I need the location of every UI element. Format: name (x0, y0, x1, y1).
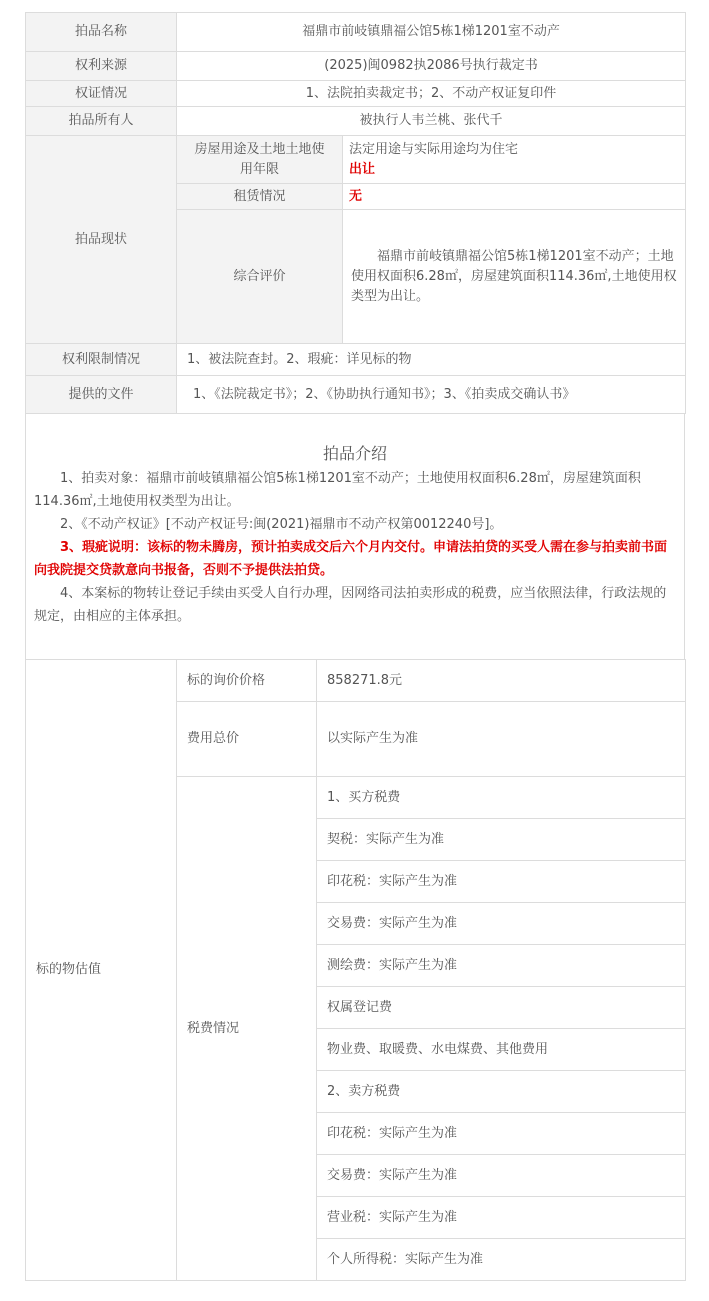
tax-item: 契税：实际产生为准 (317, 819, 686, 861)
intro-title: 拍品介绍 (322, 444, 387, 463)
total-fee-label: 费用总价 (177, 702, 317, 777)
tax-item: 印花税：实际产生为准 (317, 1113, 686, 1155)
usage-value: 法定用途与实际用途均为住宅 (349, 141, 519, 157)
usage-value-transfer: 出让 (349, 161, 376, 177)
intro-paragraph-4: 4、本案标的物转让登记手续由买受人自行办理，因网络司法拍卖形成的税费，应当依照法律，行政法规的规定，由相应的主体承担。 (34, 586, 667, 624)
status-label: 拍品现状 (26, 136, 177, 344)
total-fee-value: 以实际产生为准 (317, 702, 686, 777)
intro-paragraph-3-defect: 3、瑕疵说明：该标的物未腾房，预计拍卖成交后六个月内交付。申请法拍贷的买受人需在参与拍卖前书面向我院提交贷款意向书报备，否则不予提供法拍贷。 (34, 540, 668, 578)
documents-value: 1、《法院裁定书》；2、《协助执行通知书》；3、《拍卖成交确认书》 (177, 376, 686, 414)
tax-item: 物业费、取暖费、水电煤费、其他费用 (317, 1029, 686, 1071)
price-label: 标的询价价格 (177, 660, 317, 702)
documents-label: 提供的文件 (26, 376, 177, 414)
intro-paragraph-1: 1、拍卖对象：福鼎市前岐镇鼎福公馆5栋1梯1201室不动产；土地使用权面积6.28㎡，房屋建筑面积114.36㎡,土地使用权类型为出让。 (34, 471, 641, 509)
tax-item: 营业税：实际产生为准 (317, 1197, 686, 1239)
tax-item: 1、买方税费 (317, 777, 686, 819)
item-name-label: 拍品名称 (26, 13, 177, 52)
tax-item: 个人所得税：实际产生为准 (317, 1239, 686, 1281)
usage-label-line2: 用年限 (239, 161, 279, 177)
tax-item: 权属登记费 (317, 987, 686, 1029)
lease-value: 无 (343, 184, 686, 210)
valuation-table (25, 659, 686, 1281)
owner-value: 被执行人韦兰桃、张代千 (177, 107, 686, 136)
usage-label-line1: 房屋用途及土地土地使 (194, 141, 325, 157)
valuation-label: 标的物估值 (26, 660, 177, 1281)
intro-paragraph-2: 2、《不动产权证》[不动产权证号:闽(2021)福鼎市不动产权第0012240号]。 (60, 517, 503, 532)
tax-label: 税费情况 (177, 777, 317, 1281)
usage-value-cell (343, 136, 686, 184)
item-info-table (25, 12, 686, 414)
evaluation-label: 综合评价 (177, 210, 343, 344)
item-name-value: 福鼎市前岐镇鼎福公馆5栋1梯1201室不动产 (177, 13, 686, 52)
restriction-value: 1、被法院查封。2、瑕疵：详见标的物 (177, 344, 686, 376)
rights-source-label: 权利来源 (26, 52, 177, 81)
usage-label (177, 136, 343, 184)
restriction-label: 权利限制情况 (26, 344, 177, 376)
rights-source-value: (2025)闽0982执2086号执行裁定书 (177, 52, 686, 81)
lease-label: 租赁情况 (177, 184, 343, 210)
tax-item: 测绘费：实际产生为准 (317, 945, 686, 987)
auction-detail (25, 12, 685, 1281)
owner-label: 拍品所有人 (26, 107, 177, 136)
price-value: 858271.8元 (317, 660, 686, 702)
item-introduction (25, 414, 685, 659)
tax-item: 交易费：实际产生为准 (317, 1155, 686, 1197)
tax-item: 2、卖方税费 (317, 1071, 686, 1113)
certificate-value: 1、法院拍卖裁定书；2、不动产权证复印件 (177, 81, 686, 107)
tax-item: 交易费：实际产生为准 (317, 903, 686, 945)
certificate-label: 权证情况 (26, 81, 177, 107)
evaluation-value: 福鼎市前岐镇鼎福公馆5栋1梯1201室不动产；土地使用权面积6.28㎡，房屋建筑面积114.36㎡,土地使用权类型为出让。 (343, 210, 686, 344)
tax-item: 印花税：实际产生为准 (317, 861, 686, 903)
